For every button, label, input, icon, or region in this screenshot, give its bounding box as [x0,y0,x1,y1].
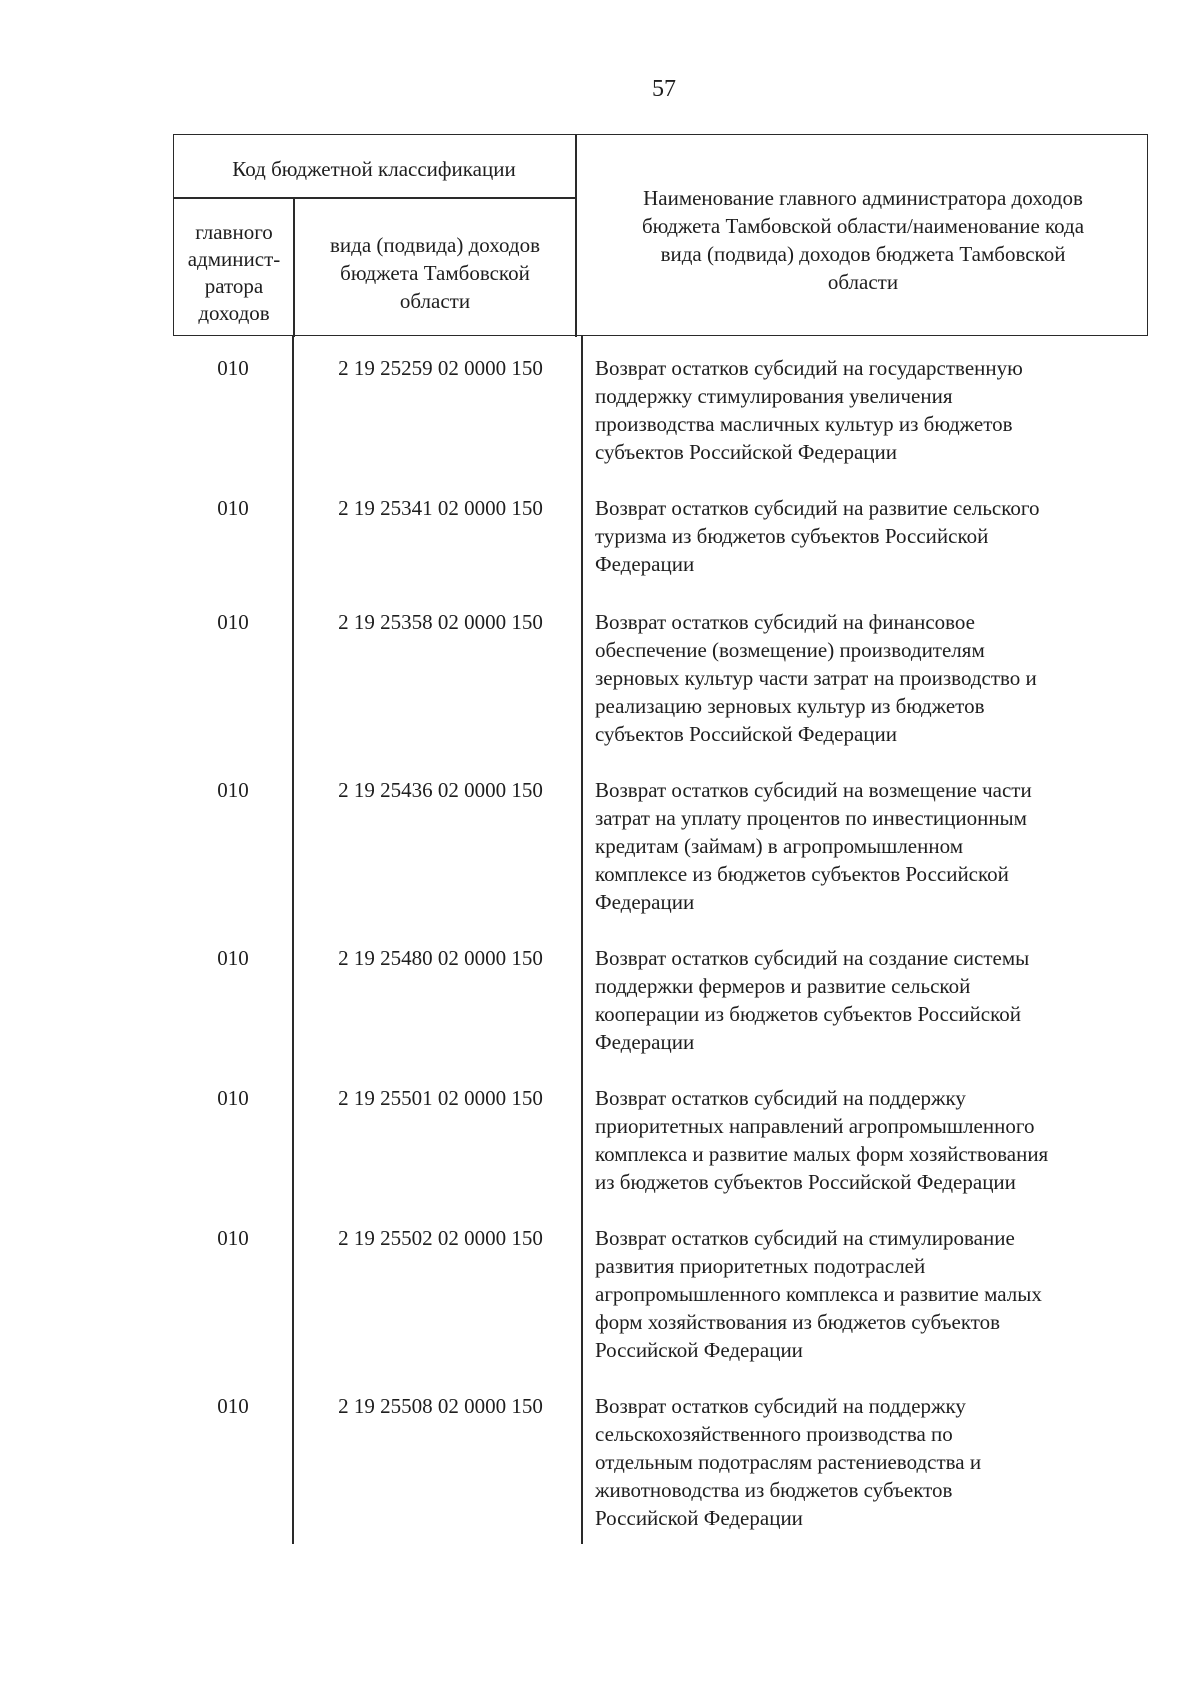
income-name-line: туризма из бюджетов субъектов Российской [595,524,989,548]
income-name-line: субъектов Российской Федерации [595,440,898,464]
income-name-line: поддержку стимулирования увеличения [595,384,953,408]
income-code-cell: 2 19 25501 02 0000 150 [338,1086,543,1110]
budget-classification-table [173,134,1148,1544]
admin-code-cell: 010 [217,356,249,380]
income-name-line: форм хозяйствования из бюджетов субъектов [595,1310,1001,1334]
income-name-line: животноводства из бюджетов субъектов [595,1478,953,1502]
income-name-line: реализацию зерновых культур из бюджетов [595,694,985,718]
income-name-line: отдельным подотраслям растениеводства и [595,1450,982,1474]
income-name-line: кооперации из бюджетов субъектов Российской [595,1002,1021,1026]
header-name-line: Наименование главного администратора доходов [643,186,1083,210]
income-name-line: зерновых культур части затрат на производство и [595,666,1037,690]
income-name-line: затрат на уплату процентов по инвестиционным [595,806,1027,830]
income-name-line: Возврат остатков субсидий на возмещение части [595,778,1032,802]
income-name-line: из бюджетов субъектов Российской Федерации [595,1170,1016,1194]
header-kind-line: области [399,289,471,313]
income-name-cell [595,944,1143,1056]
income-name-line: кредитам (займам) в агропромышленном [595,834,963,858]
income-name-line: сельскохозяйственного производства по [595,1422,953,1446]
income-code-cell: 2 19 25358 02 0000 150 [338,610,543,634]
income-name-line: Российской Федерации [595,1506,803,1530]
admin-code-cell: 010 [217,496,249,520]
income-name-cell [595,1084,1143,1196]
income-name-line: Возврат остатков субсидий на государственную [595,356,1023,380]
admin-code-cell: 010 [217,778,249,802]
income-name-line: развития приоритетных подотраслей [595,1254,926,1278]
income-name-line: обеспечение (возмещение) производителям [595,638,985,662]
header-name-line: вида (подвида) доходов бюджета Тамбовской [660,242,1066,266]
income-code-cell: 2 19 25341 02 0000 150 [338,496,543,520]
income-name-line: комплексе из бюджетов субъектов Российской [595,862,1009,886]
header-name-line: бюджета Тамбовской области/наименование кода [641,214,1085,238]
income-name-cell [595,608,1143,748]
header-admin-line: главного [195,220,273,244]
income-name-cell [595,1224,1143,1364]
admin-code-cell: 010 [217,1086,249,1110]
income-name-line: Возврат остатков субсидий на стимулирование [595,1226,1015,1250]
income-name-line: Возврат остатков субсидий на поддержку [595,1394,966,1418]
income-name-line: Возврат остатков субсидий на поддержку [595,1086,966,1110]
income-code-cell: 2 19 25508 02 0000 150 [338,1394,543,1418]
income-name-line: приоритетных направлений агропромышленного [595,1114,1035,1138]
income-code-cell: 2 19 25480 02 0000 150 [338,946,543,970]
header-group-divider [174,197,576,199]
income-name-line: Возврат остатков субсидий на финансовое [595,610,975,634]
income-code-cell: 2 19 25436 02 0000 150 [338,778,543,802]
income-name-cell [595,494,1143,578]
admin-code-cell: 010 [217,1226,249,1250]
income-name-line: Возврат остатков субсидий на развитие сельского [595,496,1040,520]
income-name-line: Возврат остатков субсидий на создание системы [595,946,1030,970]
income-name-line: агропромышленного комплекса и развитие малых [595,1282,1042,1306]
income-name-cell [595,1392,1143,1532]
income-name-line: субъектов Российской Федерации [595,722,898,746]
income-code-cell: 2 19 25259 02 0000 150 [338,356,543,380]
income-name-line: поддержки фермеров и развитие сельской [595,974,971,998]
income-name-line: комплекса и развитие малых форм хозяйствования [595,1142,1049,1166]
header-kind-column [294,231,576,315]
header-kind-line: бюджета Тамбовской [340,261,530,285]
header-admin-line: ратора [204,274,264,298]
admin-code-cell: 010 [217,1394,249,1418]
admin-code-cell: 010 [217,610,249,634]
header-group-title: Код бюджетной классификации [232,157,516,181]
header-name-column [578,184,1148,296]
header-name-line: области [827,270,899,294]
income-name-cell [595,354,1143,466]
income-code-cell: 2 19 25502 02 0000 150 [338,1226,543,1250]
header-admin-column [174,219,294,327]
admin-code-cell: 010 [217,946,249,970]
income-name-line: Федерации [595,552,695,576]
income-name-cell [595,776,1143,916]
income-name-line: Федерации [595,1030,695,1054]
income-name-line: производства масличных культур из бюджетов [595,412,1013,436]
header-admin-line: админист- [187,247,281,271]
header-admin-line: доходов [198,301,270,325]
header-kind-line: вида (подвида) доходов [330,233,540,257]
table-header [173,134,1148,336]
income-name-line: Федерации [595,890,695,914]
page-number: 57 [652,76,676,102]
income-name-line: Российской Федерации [595,1338,803,1362]
